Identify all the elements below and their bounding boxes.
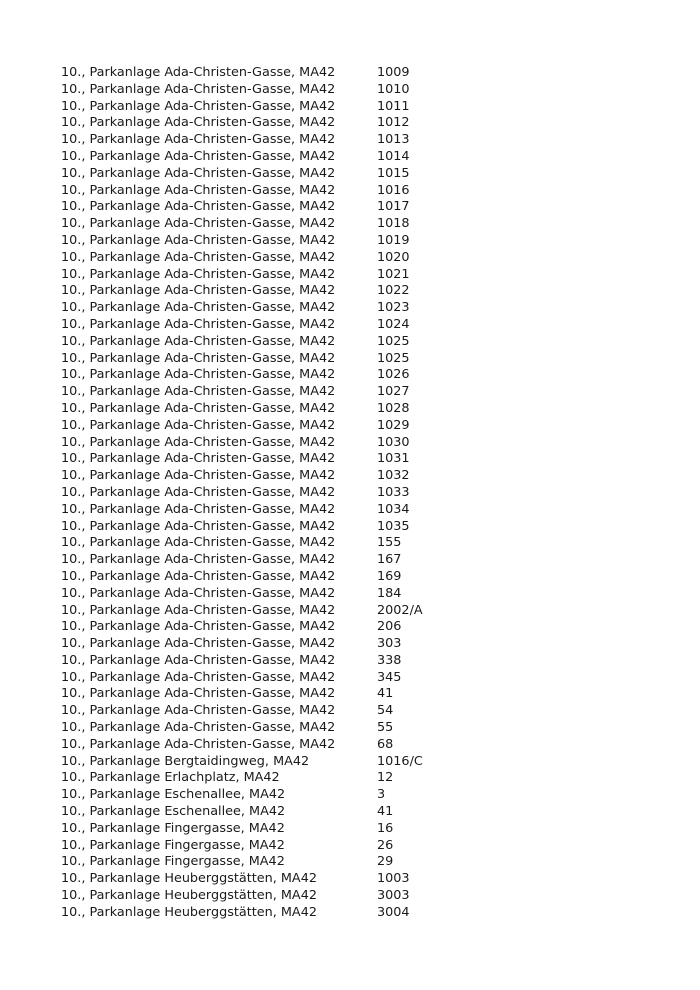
location-number: 1021	[377, 266, 410, 282]
location-name: 10., Parkanlage Ada-Christen-Gasse, MA42	[61, 283, 336, 299]
location-name: 10., Parkanlage Heuberggstätten, MA42	[61, 871, 317, 887]
location-number: 1009	[377, 65, 410, 80]
list-item	[61, 485, 661, 502]
location-name: 10., Parkanlage Ada-Christen-Gasse, MA42	[61, 669, 336, 685]
location-number: 1024	[377, 316, 410, 332]
list-item	[61, 636, 661, 653]
location-name: 10., Parkanlage Ada-Christen-Gasse, MA42	[61, 216, 336, 232]
location-name: 10., Parkanlage Ada-Christen-Gasse, MA42	[61, 300, 336, 316]
list-item	[61, 804, 661, 821]
location-number: 1013	[377, 132, 410, 148]
location-name: 10., Parkanlage Ada-Christen-Gasse, MA42	[61, 602, 336, 618]
list-item	[61, 888, 661, 905]
location-number: 1011	[377, 98, 410, 114]
list-item	[61, 435, 661, 452]
location-name: 10., Parkanlage Fingergasse, MA42	[61, 820, 285, 836]
location-number: 1030	[377, 434, 410, 450]
location-name: 10., Parkanlage Eschenallee, MA42	[61, 804, 286, 820]
location-name: 10., Parkanlage Heuberggstätten, MA42	[61, 888, 317, 904]
location-name: 10., Parkanlage Ada-Christen-Gasse, MA42	[61, 434, 336, 450]
location-number: 1018	[377, 216, 410, 232]
location-number: 55	[377, 720, 394, 736]
location-number: 54	[377, 703, 394, 719]
location-number: 2002/A	[377, 602, 423, 618]
list-item	[61, 451, 661, 468]
location-number: 1026	[377, 367, 410, 383]
location-name: 10., Parkanlage Ada-Christen-Gasse, MA42	[61, 501, 336, 517]
location-name: 10., Parkanlage Ada-Christen-Gasse, MA42	[61, 249, 336, 265]
location-number: 1010	[377, 81, 410, 97]
list-item	[61, 317, 661, 334]
list-item	[61, 787, 661, 804]
location-number: 1016	[377, 182, 410, 198]
list-item	[61, 552, 661, 569]
list-item	[61, 586, 661, 603]
location-number: 1025	[377, 350, 410, 366]
list-item	[61, 418, 661, 435]
list-item	[61, 216, 661, 233]
location-number: 206	[377, 619, 402, 635]
list-item	[61, 300, 661, 317]
location-name: 10., Parkanlage Eschenallee, MA42	[61, 787, 286, 803]
location-name: 10., Parkanlage Ada-Christen-Gasse, MA42	[61, 652, 336, 668]
location-number: 29	[377, 854, 394, 870]
location-name: 10., Parkanlage Fingergasse, MA42	[61, 837, 285, 853]
list-item	[61, 854, 661, 871]
location-name: 10., Parkanlage Ada-Christen-Gasse, MA42	[61, 468, 336, 484]
location-number: 1027	[377, 384, 410, 400]
list-item	[61, 115, 661, 132]
list-item	[61, 603, 661, 620]
location-number: 1022	[377, 283, 410, 299]
list-item	[61, 267, 661, 284]
location-number: 155	[377, 535, 402, 551]
location-name: 10., Parkanlage Ada-Christen-Gasse, MA42	[61, 148, 336, 164]
location-number: 1028	[377, 400, 410, 416]
location-name: 10., Parkanlage Ada-Christen-Gasse, MA42	[61, 686, 336, 702]
list-item	[61, 166, 661, 183]
location-number: 184	[377, 585, 402, 601]
location-name: 10., Parkanlage Fingergasse, MA42	[61, 854, 285, 870]
location-number: 167	[377, 552, 402, 568]
list-item	[61, 351, 661, 368]
location-name: 10., Parkanlage Ada-Christen-Gasse, MA42	[61, 182, 336, 198]
location-name: 10., Parkanlage Ada-Christen-Gasse, MA42	[61, 720, 336, 736]
location-number: 1015	[377, 165, 410, 181]
list-item	[61, 535, 661, 552]
list-item	[61, 401, 661, 418]
location-name: 10., Parkanlage Ada-Christen-Gasse, MA42	[61, 316, 336, 332]
location-number: 1020	[377, 249, 410, 265]
location-name: 10., Parkanlage Ada-Christen-Gasse, MA42	[61, 98, 336, 114]
location-name: 10., Parkanlage Ada-Christen-Gasse, MA42	[61, 384, 336, 400]
location-name: 10., Parkanlage Ada-Christen-Gasse, MA42	[61, 199, 336, 215]
location-name: 10., Parkanlage Ada-Christen-Gasse, MA42	[61, 736, 336, 752]
location-name: 10., Parkanlage Ada-Christen-Gasse, MA42	[61, 81, 336, 97]
location-name: 10., Parkanlage Ada-Christen-Gasse, MA42	[61, 417, 336, 433]
list-item	[61, 821, 661, 838]
list-item	[61, 65, 661, 82]
location-name: 10., Parkanlage Heuberggstätten, MA42	[61, 904, 317, 920]
location-list	[61, 65, 661, 922]
list-item	[61, 670, 661, 687]
list-item	[61, 183, 661, 200]
location-number: 338	[377, 652, 402, 668]
location-name: 10., Parkanlage Bergtaidingweg, MA42	[61, 753, 310, 769]
list-item	[61, 905, 661, 922]
location-name: 10., Parkanlage Ada-Christen-Gasse, MA42	[61, 400, 336, 416]
location-number: 169	[377, 568, 402, 584]
location-name: 10., Parkanlage Ada-Christen-Gasse, MA42	[61, 451, 336, 467]
location-number: 1003	[377, 871, 410, 887]
list-item	[61, 703, 661, 720]
list-item	[61, 502, 661, 519]
list-item	[61, 468, 661, 485]
location-number: 1035	[377, 518, 410, 534]
list-item	[61, 519, 661, 536]
location-number: 68	[377, 736, 394, 752]
location-name: 10., Parkanlage Ada-Christen-Gasse, MA42	[61, 165, 336, 181]
location-name: 10., Parkanlage Ada-Christen-Gasse, MA42	[61, 115, 336, 131]
location-name: 10., Parkanlage Ada-Christen-Gasse, MA42	[61, 132, 336, 148]
location-number: 41	[377, 686, 394, 702]
list-item	[61, 384, 661, 401]
list-item	[61, 754, 661, 771]
list-item	[61, 250, 661, 267]
location-number: 3	[377, 787, 386, 803]
location-number: 1031	[377, 451, 410, 467]
location-name: 10., Parkanlage Erlachplatz, MA42	[61, 770, 280, 786]
location-number: 26	[377, 837, 394, 853]
location-number: 16	[377, 820, 394, 836]
location-number: 1019	[377, 232, 410, 248]
location-number: 1012	[377, 115, 410, 131]
list-item	[61, 334, 661, 351]
list-item	[61, 686, 661, 703]
location-number: 1014	[377, 148, 410, 164]
location-name: 10., Parkanlage Ada-Christen-Gasse, MA42	[61, 703, 336, 719]
location-name: 10., Parkanlage Ada-Christen-Gasse, MA42	[61, 350, 336, 366]
location-number: 303	[377, 636, 402, 652]
location-number: 3004	[377, 904, 410, 920]
location-number: 345	[377, 669, 402, 685]
list-item	[61, 367, 661, 384]
location-number: 1032	[377, 468, 410, 484]
location-number: 1029	[377, 417, 410, 433]
list-item	[61, 233, 661, 250]
location-number: 1016/C	[377, 753, 423, 769]
location-name: 10., Parkanlage Ada-Christen-Gasse, MA42	[61, 636, 336, 652]
location-number: 1025	[377, 333, 410, 349]
location-name: 10., Parkanlage Ada-Christen-Gasse, MA42	[61, 266, 336, 282]
list-item	[61, 199, 661, 216]
list-item	[61, 770, 661, 787]
location-name: 10., Parkanlage Ada-Christen-Gasse, MA42	[61, 232, 336, 248]
location-number: 1033	[377, 484, 410, 500]
location-number: 3003	[377, 888, 410, 904]
location-name: 10., Parkanlage Ada-Christen-Gasse, MA42	[61, 535, 336, 551]
location-name: 10., Parkanlage Ada-Christen-Gasse, MA42	[61, 619, 336, 635]
location-name: 10., Parkanlage Ada-Christen-Gasse, MA42	[61, 552, 336, 568]
list-item	[61, 82, 661, 99]
list-item	[61, 569, 661, 586]
location-name: 10., Parkanlage Ada-Christen-Gasse, MA42	[61, 585, 336, 601]
list-item	[61, 149, 661, 166]
location-name: 10., Parkanlage Ada-Christen-Gasse, MA42	[61, 65, 336, 80]
list-item	[61, 99, 661, 116]
location-number: 1034	[377, 501, 410, 517]
list-item	[61, 653, 661, 670]
location-name: 10., Parkanlage Ada-Christen-Gasse, MA42	[61, 484, 336, 500]
location-name: 10., Parkanlage Ada-Christen-Gasse, MA42	[61, 333, 336, 349]
list-item	[61, 838, 661, 855]
list-item	[61, 737, 661, 754]
location-name: 10., Parkanlage Ada-Christen-Gasse, MA42	[61, 568, 336, 584]
list-item	[61, 720, 661, 737]
location-name: 10., Parkanlage Ada-Christen-Gasse, MA42	[61, 367, 336, 383]
list-item	[61, 132, 661, 149]
list-item	[61, 283, 661, 300]
location-number: 1023	[377, 300, 410, 316]
list-item	[61, 871, 661, 888]
location-number: 41	[377, 804, 394, 820]
location-name: 10., Parkanlage Ada-Christen-Gasse, MA42	[61, 518, 336, 534]
location-number: 1017	[377, 199, 410, 215]
list-item	[61, 619, 661, 636]
location-number: 12	[377, 770, 394, 786]
